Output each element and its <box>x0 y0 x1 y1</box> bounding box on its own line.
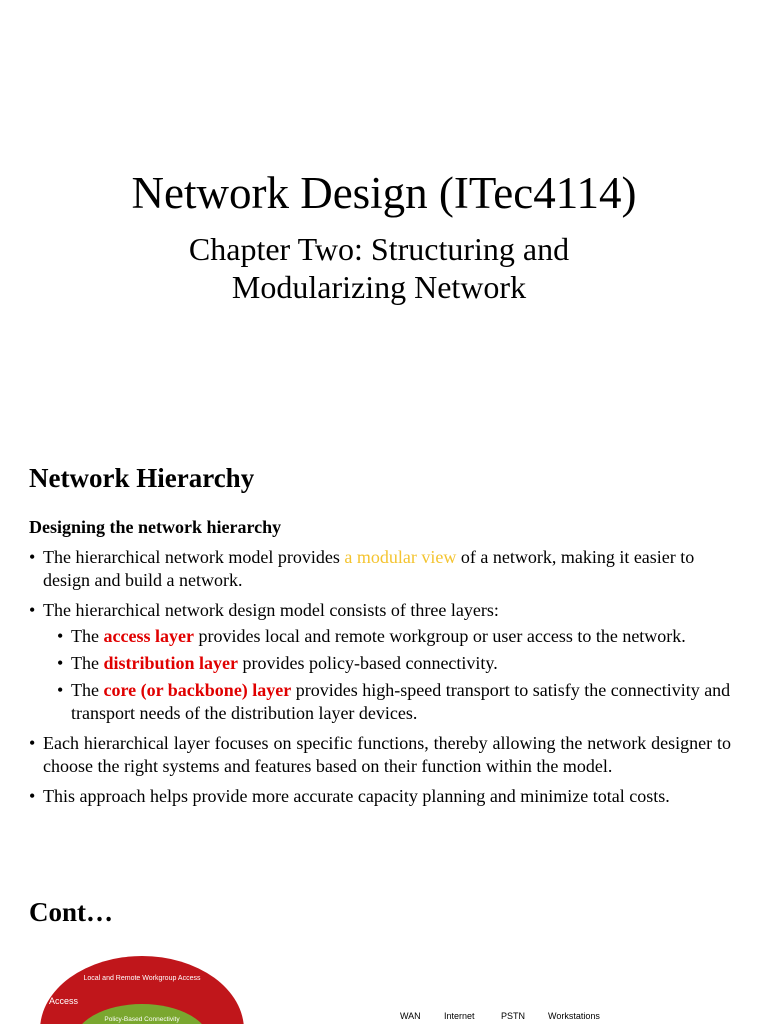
inner-ring-label: Policy-Based Connectivity <box>104 1016 180 1023</box>
workstations-label: Workstations <box>548 1011 600 1021</box>
bullet-item <box>29 546 731 592</box>
subtitle-line-2: Modularizing Network <box>231 269 527 305</box>
wan-label: WAN <box>400 1011 421 1021</box>
bullet-text: provides high-speed transport to satisfy the connectivity and transport needs of the distribution layer devices. <box>71 680 731 723</box>
pstn-label: PSTN <box>501 1011 526 1021</box>
section-heading: Network Hierarchy <box>29 463 255 493</box>
subtitle-line-1: Chapter Two: Structuring and <box>188 231 570 267</box>
bullet-text: provides local and remote workgroup or user access to the network. <box>193 626 686 646</box>
main-title: Network Design (ITec4114) <box>131 168 637 218</box>
sub-bullet-item-core <box>43 679 731 725</box>
bullet-item <box>29 785 731 808</box>
access-label: Access <box>49 996 79 1006</box>
section-heading: Cont… <box>29 897 114 927</box>
bullet-text: The <box>71 680 104 700</box>
bullet-text: The hierarchical network model provides <box>43 547 345 567</box>
highlight-text: access layer <box>103 626 194 646</box>
bullet-text: provides policy-based connectivity. <box>238 653 498 673</box>
bullet-text: This approach helps provide more accurate capacity planning and minimize total costs. <box>43 786 670 806</box>
bullet-text: The <box>71 653 104 673</box>
highlight-text: distribution layer <box>103 653 238 673</box>
subtitle <box>140 230 618 306</box>
cont-slide <box>0 870 768 1024</box>
bullet-text: The hierarchical network design model consists of three layers: <box>43 600 499 620</box>
sub-heading: Designing the network hierarchy <box>29 517 282 537</box>
title-slide <box>0 0 768 420</box>
network-hierarchy-slide <box>0 420 768 870</box>
sub-bullet-item-distribution <box>43 652 731 675</box>
internet-label: Internet <box>444 1011 475 1021</box>
sub-bullet-list <box>43 625 731 725</box>
outer-ring-label: Local and Remote Workgroup Access <box>83 975 201 982</box>
bullet-text: of a network, making it easier to design and build a network. <box>43 547 695 590</box>
sub-bullet-item-access <box>43 625 731 648</box>
bullet-text: The <box>71 626 104 646</box>
highlight-text: a modular view <box>344 547 457 567</box>
hierarchy-rings-diagram <box>40 954 245 1024</box>
bullet-item <box>29 599 731 725</box>
highlight-text: core (or backbone) layer <box>103 680 292 700</box>
bullet-item <box>29 732 731 778</box>
bullet-text: Each hierarchical layer focuses on specific functions, thereby allowing the network designer to choose the right systems and features based on their function within the model. <box>43 733 731 776</box>
bullet-list <box>29 546 731 815</box>
